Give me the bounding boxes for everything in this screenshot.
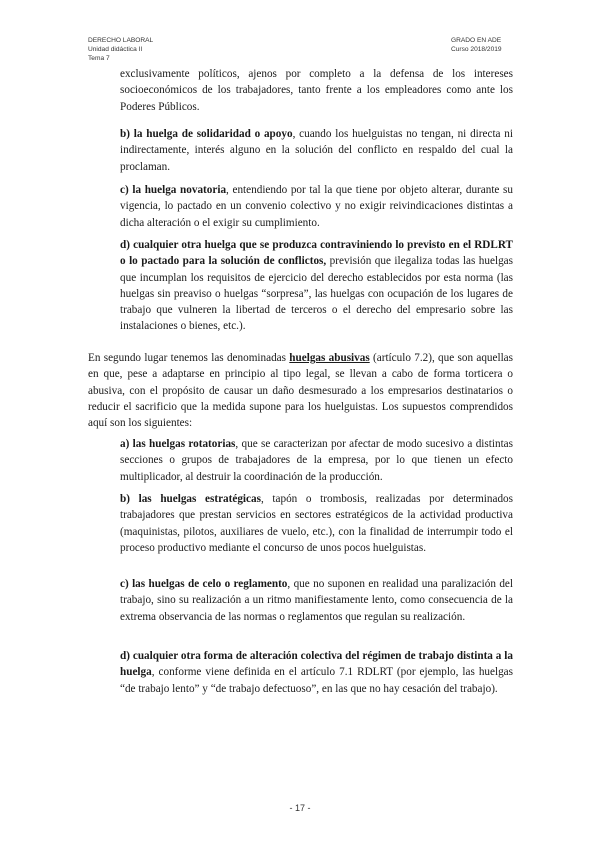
- page-number: - 17 -: [289, 803, 311, 813]
- paragraph-work-to-rule: c) las huelgas de celo o reglamento, que no suponen en realidad una paralización del trabajo, sino su realización a un ritmo manifiestamente lento, como consecuencia de la extrema observancia de las normas o reglamentos que regulan su realización.: [120, 578, 513, 623]
- header-degree: GRADO EN ADE: [451, 37, 502, 44]
- term-abusive-strikes: huelgas abusivas: [289, 352, 370, 364]
- header-unit: Unidad didáctica II: [88, 46, 143, 53]
- term-other-strike: d) cualquier otra huelga que se produzca contraviniendo lo previsto en el RDLRT o lo pactado para la solución de conflictos,: [120, 239, 513, 268]
- term-other-collective-alteration: d) cualquier otra forma de alteración colectiva del régimen de trabajo distinta a la huelga: [120, 650, 513, 679]
- term-work-to-rule: c) las huelgas de celo o reglamento: [120, 578, 288, 590]
- paragraph-strategic-strikes: b) las huelgas estratégicas, tapón o trombosis, realizadas por determinados trabajadores que prestan servicios en sectores estratégicos de la actividad productiva (maquinistas, pilotos, auxiliares de vuelo, etc.), con la finalidad de interrumpir todo el proceso productivo mediante el concurso de unos pocos huelguistas.: [120, 493, 513, 554]
- page-header-left: [88, 36, 153, 63]
- paragraph-abusive-strikes: En segundo lugar tenemos las denominadas huelgas abusivas (artículo 7.2), que son aquellas en que, pese a adaptarse en principio al tipo legal, se llevan a cabo de forma torticera o abusiva, con el propósito de causar un daño desmesurado a los empresarios destinatarios o reducir el sacrificio que la medida supone para los huelguistas. Los supuestos comprendidos aquí son los siguientes:: [88, 352, 514, 430]
- term-solidarity-strike: b) la huelga de solidaridad o apoyo: [120, 128, 293, 140]
- paragraph-continuation: exclusivamente políticos, ajenos por completo a la defensa de los intereses socioeconómicos de los trabajadores, tanto frente a los empleadores como ante los Poderes Públicos.: [120, 68, 513, 113]
- term-strategic-strikes: b) las huelgas estratégicas: [120, 493, 261, 505]
- term-rotating-strikes: a) las huelgas rotatorias: [120, 438, 236, 450]
- header-course: DERECHO LABORAL: [88, 37, 154, 44]
- paragraph-solidarity-strike: b) la huelga de solidaridad o apoyo, cuando los huelguistas no tengan, ni directa ni indirectamente, interés alguno en la solución del conflicto en respaldo del cual la proclaman.: [120, 128, 514, 173]
- paragraph-other-collective-alteration: d) cualquier otra forma de alteración colectiva del régimen de trabajo distinta a la huelga, conforme viene definida en el artículo 7.1 RDLRT (por ejemplo, las huelgas “de trabajo lento” y “de trabajo defectuoso”, en las que no hay cesación del trabajo).: [120, 650, 513, 695]
- header-topic: Tema 7: [88, 55, 110, 62]
- term-novatory-strike: c) la huelga novatoria: [120, 184, 227, 196]
- paragraph-rotating-strikes: a) las huelgas rotatorias, que se caracterizan por afectar de modo sucesivo a distintas secciones o grupos de trabajadores de la empresa, por lo que tienen un efecto multiplicador, al destruir la coordinación de la producción.: [120, 438, 513, 483]
- paragraph-novatory-strike: c) la huelga novatoria, entendiendo por tal la que tiene por objeto alterar, durante su vigencia, lo pactado en un convenio colectivo y no exigir reivindicaciones distintas a dicha alteración o el exigir su cumplimiento.: [120, 184, 513, 229]
- paragraph-other-strike: d) cualquier otra huelga que se produzca contraviniendo lo previsto en el RDLRT o lo pactado para la solución de conflictos, previsión que ilegaliza todas las huelgas que incumplan los requisitos de ejercicio del derecho establecidos por esta norma (las huelgas sin preaviso o huelgas “sorpresa”, las huelgas con ocupación de los lugares de trabajo que vulneren la libertad de terceros o el derecho del empresario sobre las instalaciones o bienes, etc.).: [120, 239, 513, 333]
- header-year: Curso 2018/2019: [451, 46, 502, 53]
- page-header-right: [451, 36, 502, 54]
